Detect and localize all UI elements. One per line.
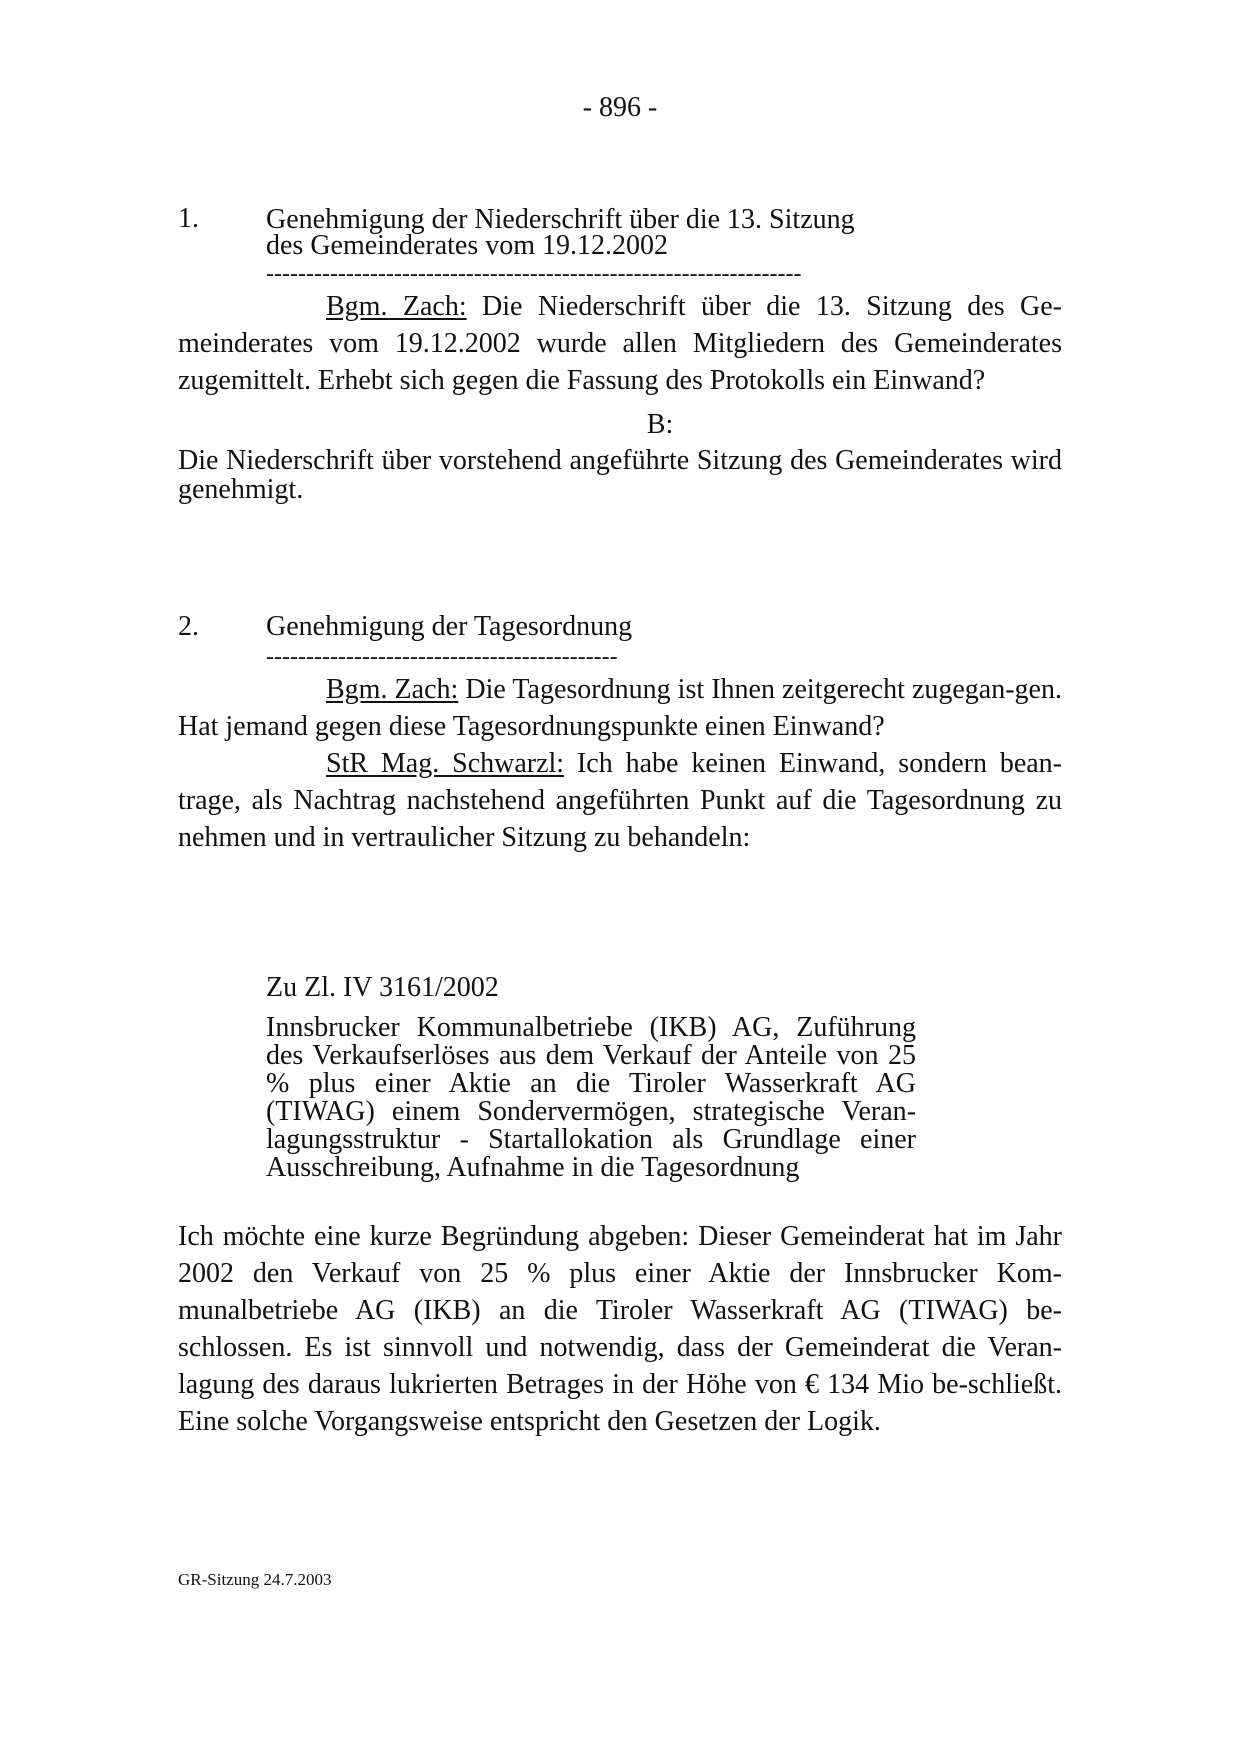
motion-text: Innsbrucker Kommunalbetriebe (IKB) AG, Zuführung des Verkaufserlöses aus dem Verkauf der Anteile von 25 % plus einer Aktie an die Tiroler Wasserkraft AG (TIWAG) einem Sondervermögen, strategische Veran-lagungsstruktur - Startallokation als Grundlage einer Ausschreibung, Aufnahme in die Tagesordnung — [266, 1012, 916, 1183]
speaker-bgm-zach: Bgm. Zach: — [326, 291, 467, 322]
decision-label: B: — [646, 409, 674, 440]
item-2-separator: -------------------------------------------- — [266, 645, 618, 669]
item-2-heading: Genehmigung der Tagesordnung — [266, 611, 633, 642]
item-2-statement-2-paragraph — [178, 745, 1062, 856]
justification-paragraph: Ich möchte eine kurze Begründung abgeben: Dieser Gemeinderat hat im Jahr 2002 den Verkauf von 25 % plus einer Aktie der Innsbrucker Kom-munalbetriebe AG (IKB) an die Tiroler Wasserkraft AG (TIWAG) be-schlossen. Es ist sinnvoll und notwendig, dass der Gemeinderat die Veran-lagung des daraus lukrierten Betrages in der Höhe von € 134 Mio be-schließt. Eine solche Vorgangsweise entspricht den Gesetzen der Logik. — [178, 1221, 1062, 1437]
item-1-statement-paragraph — [178, 288, 1062, 399]
page-number: - 896 - — [582, 92, 658, 123]
item-2-statement-1: Die Tagesordnung ist Ihnen zeitgerecht zugegan-gen. Hat jemand gegen diese Tagesordnungspunkte einen Einwand? — [178, 674, 1062, 742]
speaker-str-schwarzl: StR Mag. Schwarzl: — [326, 748, 565, 779]
item-1-separator: ------------------------------------------------------------------- — [266, 262, 802, 286]
item-1-heading-line1: Genehmigung der Niederschrift über die 13. Sitzung — [266, 204, 855, 235]
item-1-heading-line2: des Gemeinderates vom 19.12.2002 — [266, 230, 669, 261]
item-2-statement-2: Ich habe keinen Einwand, sondern bean-trage, als Nachtrag nachstehend angeführten Punkt auf die Tagesordnung zu nehmen und in vertraulicher Sitzung zu behandeln: — [178, 748, 1063, 853]
footer-session-date: GR-Sitzung 24.7.2003 — [178, 1570, 332, 1589]
item-1-decision: Die Niederschrift über vorstehend angeführte Sitzung des Gemeinderates wird genehmigt. — [178, 445, 1062, 505]
item-2-statement-1-paragraph — [178, 671, 1062, 745]
item-1-statement: Die Niederschrift über die 13. Sitzung des Ge-meinderates vom 19.12.2002 wurde allen Mitgliedern des Gemeinderates zugemittelt. Erhebt sich gegen die Fassung des Protokolls ein Einwand? — [178, 291, 1062, 396]
item-1-number: 1. — [178, 203, 199, 234]
item-2-number: 2. — [178, 611, 199, 642]
motion-reference: Zu Zl. IV 3161/2002 — [266, 972, 499, 1003]
speaker-bgm-zach-2: Bgm. Zach: — [326, 674, 459, 705]
